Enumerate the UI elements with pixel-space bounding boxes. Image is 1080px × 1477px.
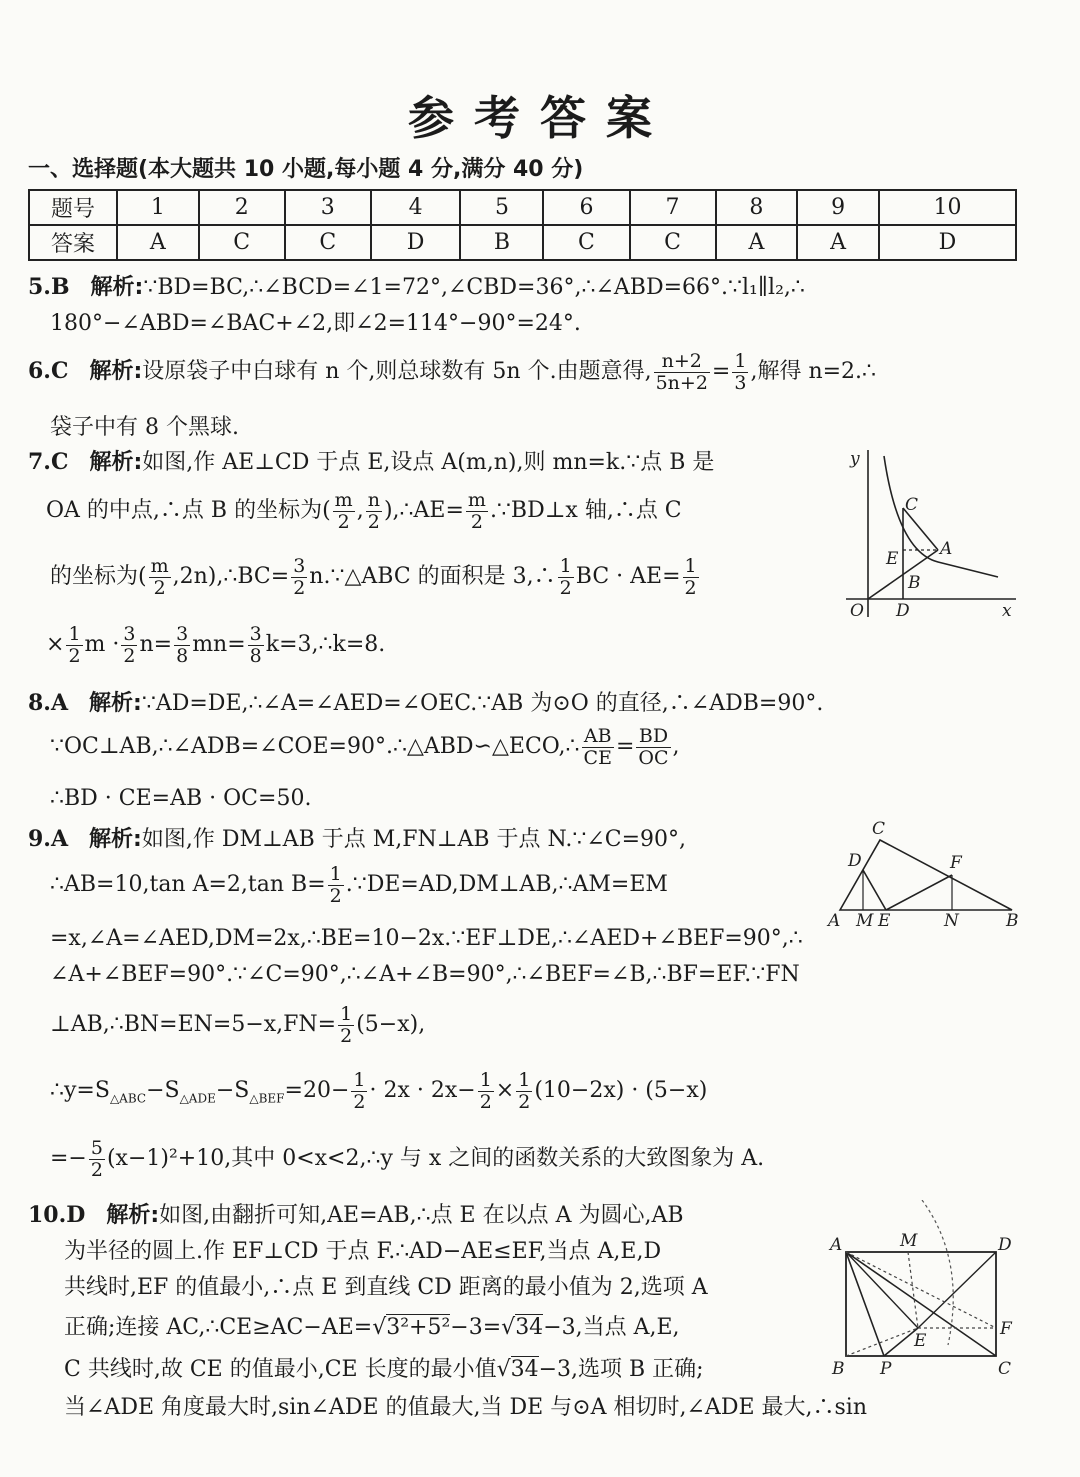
fraction (66, 624, 82, 667)
fig-label: x (1002, 601, 1012, 621)
denominator: 2 (329, 884, 342, 907)
fraction (478, 1070, 494, 1113)
question-label: 9.A (28, 826, 69, 852)
q7-figure (838, 442, 1018, 627)
segment-ap (846, 1252, 884, 1356)
q10-figure (826, 1200, 1022, 1384)
numerator: 1 (340, 1002, 353, 1025)
solution-text: m · (84, 632, 120, 657)
fig-label: P (880, 1359, 892, 1379)
solution-text: 如图,作 AE⊥CD 于点 E,设点 A(m,n),则 mn=k.∵点 B 是 (142, 450, 715, 475)
fig-label: D (896, 601, 910, 621)
solution-text: −S (146, 1078, 180, 1103)
solution-text: 180°−∠ABD=∠BAC+∠2,即∠2=114°−90°=24°. (50, 311, 581, 336)
solution-text: −3=√ (450, 1315, 516, 1340)
subscript: △ABC (109, 1091, 147, 1106)
denominator: 2 (684, 576, 697, 599)
numerator: 3 (249, 622, 262, 645)
table-cell: D (879, 225, 1016, 260)
denominator: 2 (340, 1024, 353, 1047)
fig-label: A (828, 911, 841, 931)
q9-line2 (50, 860, 668, 910)
fraction (466, 490, 488, 533)
question-label: 7.C (28, 449, 69, 475)
fig-label: C (872, 820, 886, 839)
denominator: 2 (353, 1090, 366, 1113)
solution-text: =x,∠A=∠AED,DM=2x,∴BE=10−2x.∵EF⊥DE,∴∠AED+∠BEF=90°,∴ (50, 926, 803, 951)
q9-line5 (50, 1000, 425, 1050)
solution-text: ∵OC⊥AB,∴∠ADB=∠COE=90°.∴△ABD∽△ECO,∴ (50, 734, 580, 759)
question-label: 6.C (28, 358, 69, 384)
solution-text: n= (139, 632, 173, 657)
fig-label: O (850, 601, 864, 621)
table-header-cell: 答案 (29, 225, 117, 260)
numerator: n+2 (654, 351, 710, 373)
fig-label: B (1006, 911, 1019, 931)
fraction (636, 726, 670, 769)
segment-me (908, 1252, 918, 1328)
table-cell: 10 (879, 190, 1016, 225)
table-cell: C (543, 225, 629, 260)
table-cell: 3 (285, 190, 371, 225)
fraction (732, 351, 748, 394)
fig-label: A (830, 1235, 843, 1255)
numerator: AB (582, 726, 614, 748)
equals-sign: = (711, 359, 731, 384)
fig-label: D (848, 851, 862, 871)
numerator: 1 (559, 554, 572, 577)
solution-text: ),∴AE= (383, 498, 464, 523)
numerator: 3 (123, 622, 136, 645)
page-title: 参考答案 (408, 91, 672, 145)
solution-text: × (46, 632, 65, 657)
solution-text: · 2x · 2x− (369, 1078, 476, 1103)
table-cell: C (199, 225, 285, 260)
numerator: m (334, 488, 353, 511)
fig-label: M (900, 1231, 918, 1251)
solution-text: 如图,作 DM⊥AB 于点 M,FN⊥AB 于点 N.∵∠C=90°, (141, 827, 687, 852)
subscript: △ADE (179, 1091, 216, 1106)
denominator: 2 (559, 576, 572, 599)
numerator: 1 (518, 1068, 531, 1091)
table-cell: D (371, 225, 461, 260)
denominator: 2 (90, 1158, 103, 1181)
table-cell: 5 (460, 190, 543, 225)
table-cell: A (716, 225, 798, 260)
question-label: 10.D (28, 1202, 86, 1228)
fraction (558, 556, 574, 599)
analysis-label: 解析: (89, 691, 142, 716)
numerator: n (367, 488, 380, 511)
numerator: 1 (479, 1068, 492, 1091)
fig-label: F (1000, 1319, 1012, 1339)
q5-line1 (28, 270, 805, 301)
solution-text: k=3,∴k=8. (265, 632, 386, 657)
fig-label: C (998, 1359, 1012, 1379)
numerator: BD (636, 726, 670, 748)
analysis-label: 解析: (89, 359, 143, 384)
table-cell: 7 (630, 190, 716, 225)
table-cell: 8 (716, 190, 798, 225)
table-row (29, 225, 1016, 260)
q10-line1 (28, 1198, 684, 1229)
solution-text: OA 的中点,∴点 B 的坐标为( (46, 498, 331, 523)
segment-ae (846, 1252, 918, 1328)
fig-label: F (950, 853, 962, 873)
answer-table (28, 189, 1017, 261)
denominator: OC (638, 746, 669, 769)
solution-text: .∵BD⊥x 轴,∴点 C (489, 498, 682, 523)
solution-text: n.∵△ABC 的面积是 3,∴ (309, 564, 556, 589)
numerator: 1 (353, 1068, 366, 1091)
solution-text: mn= (192, 632, 246, 657)
numerator: 1 (329, 862, 342, 885)
section-heading: 一、选择题(本大题共 10 小题,每小题 4 分,满分 40 分) (28, 157, 584, 182)
denominator: 2 (153, 576, 166, 599)
fig-label: E (878, 911, 891, 931)
numerator: 1 (68, 622, 81, 645)
fraction (338, 1004, 354, 1047)
solution-text: =20− (284, 1078, 350, 1103)
solution-text: 正确;连接 AC,∴CE≥AC−AE=√ (64, 1315, 387, 1340)
solution-text: 设原袋子中白球有 n 个,则总球数有 5n 个.由题意得, (142, 359, 652, 384)
q10-line4 (64, 1310, 680, 1341)
q7-line1 (28, 445, 714, 476)
analysis-label: 解析: (90, 275, 144, 300)
numerator: 5 (90, 1136, 103, 1159)
solution-text: (x−1)²+10,其中 0<x<2,∴y 与 x 之间的函数关系的大致图象为 A. (106, 1146, 765, 1171)
numerator: 3 (176, 622, 189, 645)
segment-ef (886, 875, 952, 910)
denominator: 2 (293, 576, 306, 599)
comma: , (356, 498, 364, 523)
table-cell: 4 (371, 190, 461, 225)
fig-label: E (914, 1331, 927, 1351)
table-cell: 6 (543, 190, 629, 225)
numerator: m (467, 488, 486, 511)
solution-text: 如图,由翻折可知,AE=AB,∴点 E 在以点 A 为圆心,AB (159, 1203, 684, 1228)
denominator: 5n+2 (655, 371, 708, 394)
fig-label: C (905, 495, 919, 515)
solution-text: ∴AB=10,tan A=2,tan B= (50, 872, 326, 897)
solution-text: −S (215, 1078, 250, 1103)
fraction (149, 556, 171, 599)
segment-pe (884, 1328, 918, 1356)
fig-label: E (886, 549, 899, 569)
q7-line4 (46, 620, 385, 670)
denominator: CE (583, 746, 612, 769)
table-cell: 9 (797, 190, 879, 225)
fraction (89, 1138, 105, 1181)
solution-text: 的坐标为( (50, 564, 147, 589)
q8-line2 (50, 722, 680, 772)
numerator: 1 (734, 349, 747, 372)
table-row (29, 190, 1016, 225)
solution-text: 为半径的圆上.作 EF⊥CD 于点 F.∴AD−AE≤EF,当点 A,E,D (64, 1239, 662, 1264)
denominator: 2 (123, 644, 136, 667)
solution-text: ∴y=S (50, 1078, 110, 1103)
segment-de (918, 1252, 996, 1328)
fig-label: y (850, 449, 860, 469)
fraction (582, 726, 614, 769)
solution-text: 共线时,EF 的值最小,∴点 E 到直线 CD 距离的最小值为 2,选项 A (64, 1275, 708, 1300)
fig-label: N (944, 911, 959, 931)
denominator: 2 (367, 510, 380, 533)
fig-label: B (832, 1359, 845, 1379)
fraction (174, 624, 190, 667)
q9-line6 (50, 1066, 707, 1123)
fig-label: A (940, 539, 953, 559)
denominator: 2 (470, 510, 483, 533)
solution-text: ∵BD=BC,∴∠BCD=∠1=72°,∠CBD=36°,∴∠ABD=66°.∵l₁∥l₂,∴ (143, 275, 805, 300)
question-label: 5.B (28, 274, 70, 300)
solution-text: (5−x), (356, 1012, 426, 1037)
solution-text: 袋子中有 8 个黑球. (50, 415, 239, 440)
equals-sign: = (615, 734, 635, 759)
table-cell: A (797, 225, 879, 260)
solution-text: × (495, 1078, 515, 1103)
q9-figure (826, 820, 1026, 932)
solution-text: ∠A+∠BEF=90°.∵∠C=90°,∴∠A+∠B=90°,∴∠BEF=∠B,∴BF=EF.∵FN (50, 962, 800, 987)
solution-text: , (672, 734, 680, 759)
fraction (366, 490, 382, 533)
fraction (328, 864, 344, 907)
q7-line2 (46, 486, 682, 536)
table-cell: 2 (199, 190, 285, 225)
solution-text: −3,当点 A,E, (543, 1315, 680, 1340)
solution-text: ,2n),∴BC= (172, 564, 290, 589)
fig-label: B (908, 573, 921, 593)
solution-text: =− (50, 1146, 87, 1171)
fraction (516, 1070, 532, 1113)
fraction (121, 624, 137, 667)
solution-text: ∴BD · CE=AB · OC=50. (50, 786, 312, 811)
solution-text: ,解得 n=2.∴ (750, 359, 877, 384)
denominator: 3 (734, 371, 747, 394)
denominator: 8 (249, 644, 262, 667)
radicand: 34 (515, 1315, 544, 1340)
q6-line1 (28, 346, 876, 397)
denominator: 2 (479, 1090, 492, 1113)
solution-text: BC · AE= (575, 564, 681, 589)
table-header-cell: 题号 (29, 190, 117, 225)
fig-label: D (998, 1235, 1012, 1255)
fraction (351, 1070, 367, 1113)
table-cell: 1 (117, 190, 199, 225)
table-cell: C (285, 225, 371, 260)
table-cell: B (460, 225, 543, 260)
fraction (683, 556, 699, 599)
numerator: 1 (684, 554, 697, 577)
solution-text: C 共线时,故 CE 的值最小,CE 长度的最小值√ (64, 1357, 511, 1382)
q8-line1 (28, 686, 823, 717)
fig-label: M (856, 911, 874, 931)
denominator: 2 (68, 644, 81, 667)
radicand: 34 (510, 1357, 539, 1382)
question-label: 8.A (28, 690, 69, 716)
table-cell: A (117, 225, 199, 260)
segment-de (863, 870, 886, 910)
fraction (654, 351, 710, 394)
fraction (248, 624, 264, 667)
denominator: 2 (337, 510, 350, 533)
analysis-label: 解析: (89, 450, 143, 475)
fraction (291, 556, 307, 599)
solution-text: 当∠ADE 角度最大时,sin∠ADE 的值最大,当 DE 与⊙A 相切时,∠ADE 最大,∴sin (64, 1395, 868, 1420)
denominator: 2 (518, 1090, 531, 1113)
radicand: 3²+5² (386, 1315, 451, 1340)
solution-text: −3,选项 B 正确; (538, 1357, 704, 1382)
solution-text: ∵AD=DE,∴∠A=∠AED=∠OEC.∵AB 为⊙O 的直径,∴∠ADB=90°. (141, 691, 824, 716)
analysis-label: 解析: (106, 1203, 160, 1228)
q7-line3 (50, 552, 701, 602)
table-cell: C (630, 225, 716, 260)
analysis-label: 解析: (89, 827, 142, 852)
subscript: △BEF (249, 1091, 285, 1106)
q9-line1 (28, 822, 686, 853)
q10-line5 (64, 1352, 704, 1383)
solution-text: ⊥AB,∴BN=EN=5−x,FN= (50, 1012, 337, 1037)
solution-text: (10−2x) · (5−x) (534, 1078, 708, 1103)
segment-af (846, 1252, 996, 1328)
numerator: m (150, 554, 169, 577)
numerator: 3 (293, 554, 306, 577)
solution-text: .∵DE=AD,DM⊥AB,∴AM=EM (345, 872, 668, 897)
fraction (333, 490, 355, 533)
denominator: 8 (176, 644, 189, 667)
q9-line7 (50, 1134, 764, 1184)
